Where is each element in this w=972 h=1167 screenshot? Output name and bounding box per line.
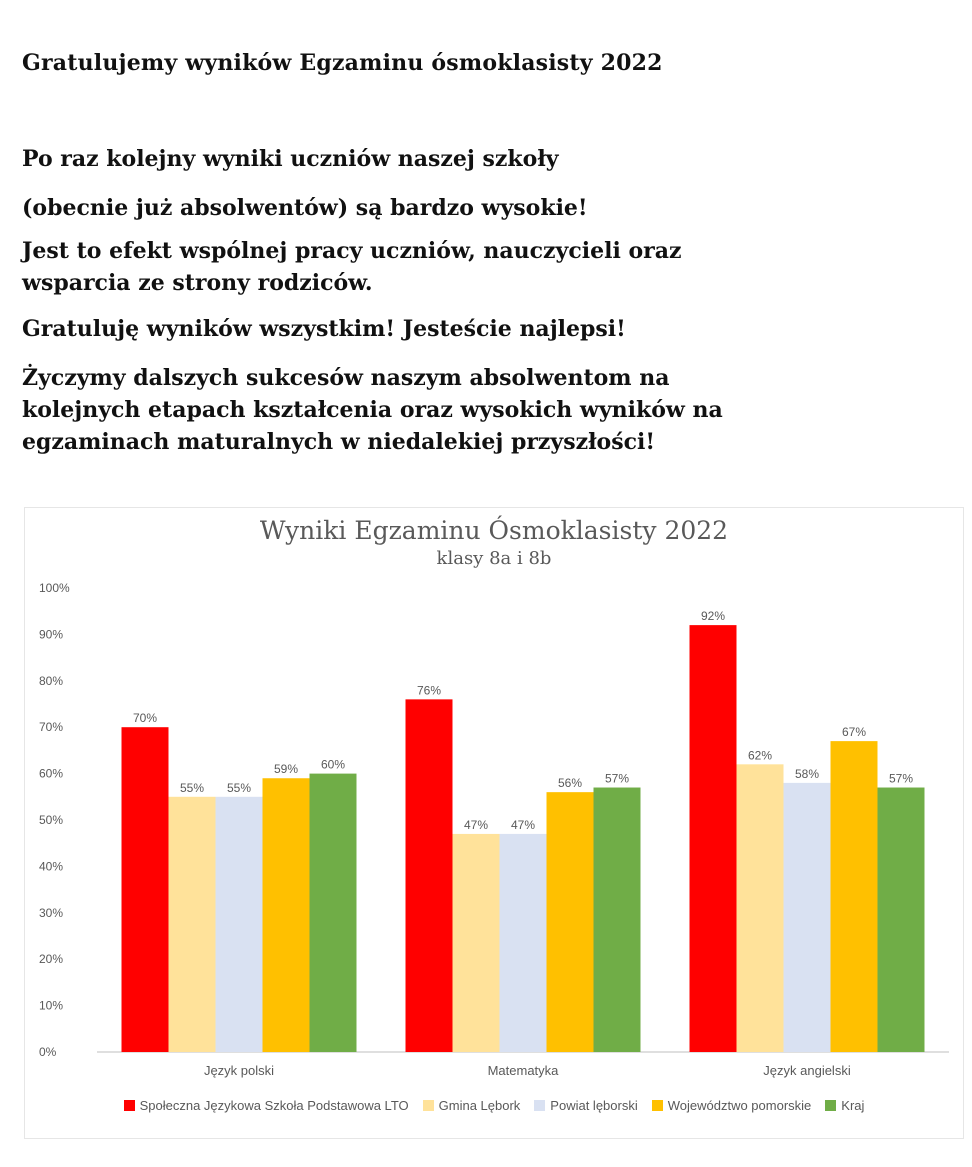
legend-swatch <box>423 1100 434 1111</box>
legend-label: Kraj <box>841 1098 865 1113</box>
bar <box>784 783 831 1052</box>
x-tick-label: Język angielski <box>763 1063 851 1078</box>
page-heading: Gratulujemy wyników Egzaminu ósmoklasisty 2022 <box>22 50 663 76</box>
bar <box>878 788 925 1052</box>
bar <box>122 727 169 1052</box>
bar <box>737 764 784 1052</box>
y-tick-label: 10% <box>39 998 64 1013</box>
legend-label: Społeczna Językowa Szkoła Podstawowa LTO <box>139 1098 409 1113</box>
bar <box>453 834 500 1052</box>
message-line: (obecnie już absolwentów) są bardzo wysokie! <box>22 195 588 221</box>
bar <box>310 774 357 1052</box>
y-tick-label: 40% <box>39 859 64 874</box>
bar <box>263 778 310 1052</box>
data-label: 70% <box>132 711 158 726</box>
data-label: 55% <box>179 780 205 795</box>
message-line: wsparcia ze strony rodziców. <box>22 270 373 296</box>
data-label: 57% <box>604 771 630 786</box>
bar <box>594 788 641 1052</box>
message-line: Jest to efekt wspólnej pracy uczniów, nauczycieli oraz <box>22 238 682 264</box>
data-label: 76% <box>416 683 442 698</box>
y-tick-label: 90% <box>39 627 64 642</box>
y-tick-label: 80% <box>39 673 64 688</box>
legend-item <box>652 1098 812 1113</box>
message-line: Po raz kolejny wyniki uczniów naszej szkoły <box>22 146 559 172</box>
y-tick-label: 60% <box>39 766 64 781</box>
legend-label: Gmina Lębork <box>438 1098 521 1113</box>
legend-item <box>423 1098 521 1113</box>
bar <box>406 699 453 1052</box>
bar <box>690 625 737 1052</box>
bar <box>547 792 594 1052</box>
chart-title: Wyniki Egzaminu Ósmoklasisty 2022 <box>259 516 729 545</box>
chart-plot <box>25 508 963 1138</box>
x-tick-label: Matematyka <box>487 1063 559 1078</box>
legend-item <box>534 1098 637 1113</box>
data-label: 57% <box>888 771 914 786</box>
data-label: 67% <box>841 725 867 740</box>
chart-legend <box>25 1098 963 1113</box>
data-label: 47% <box>463 817 489 832</box>
results-chart <box>24 507 964 1139</box>
legend-label: Powiat lęborski <box>550 1098 638 1113</box>
y-tick-label: 70% <box>39 720 64 735</box>
bar <box>216 797 263 1052</box>
message-line: kolejnych etapach kształcenia oraz wysokich wyników na <box>22 397 723 423</box>
data-label: 59% <box>273 762 299 777</box>
legend-swatch <box>652 1100 663 1111</box>
data-label: 56% <box>557 776 583 791</box>
legend-item <box>825 1098 864 1113</box>
bar <box>831 741 878 1052</box>
data-label: 55% <box>226 780 252 795</box>
data-label: 92% <box>700 609 726 624</box>
bar <box>169 797 216 1052</box>
legend-swatch <box>124 1100 135 1111</box>
y-tick-label: 30% <box>39 905 64 920</box>
data-label: 62% <box>747 748 773 763</box>
data-label: 60% <box>320 757 346 772</box>
x-tick-label: Język polski <box>203 1063 275 1078</box>
legend-item <box>124 1098 409 1113</box>
data-label: 58% <box>794 766 820 781</box>
y-tick-label: 100% <box>39 581 70 595</box>
legend-swatch <box>825 1100 836 1111</box>
y-tick-label: 0% <box>39 1045 57 1059</box>
chart-subtitle: klasy 8a i 8b <box>436 548 552 569</box>
bar <box>500 834 547 1052</box>
message-line: Gratuluję wyników wszystkim! Jesteście najlepsi! <box>22 316 626 342</box>
y-tick-label: 50% <box>39 813 64 827</box>
legend-swatch <box>534 1100 545 1111</box>
legend-label: Województwo pomorskie <box>667 1098 812 1113</box>
y-tick-label: 20% <box>39 952 64 967</box>
data-label: 47% <box>510 817 536 832</box>
message-line: Życzymy dalszych sukcesów naszym absolwentom na <box>22 365 670 391</box>
message-line: egzaminach maturalnych w niedalekiej przyszłości! <box>22 429 656 455</box>
